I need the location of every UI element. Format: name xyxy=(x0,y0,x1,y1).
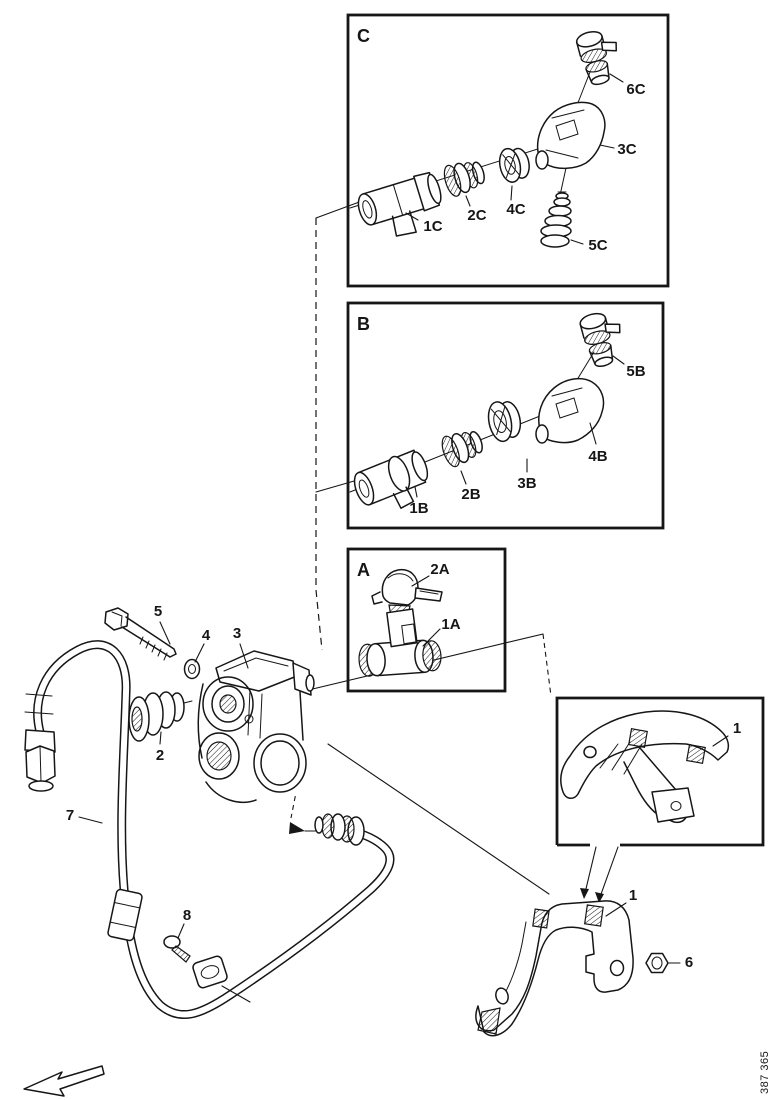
callout-2a: 2A xyxy=(430,561,450,578)
inset-box-b xyxy=(348,303,663,528)
callout-2b: 2B xyxy=(461,486,481,503)
callout-4: 4 xyxy=(201,627,211,644)
part-1-bracket xyxy=(476,901,633,1036)
callout-4b: 4B xyxy=(588,448,608,465)
callout-1-inset: 1 xyxy=(732,720,742,737)
callout-3: 3 xyxy=(232,625,242,642)
callout-6: 6 xyxy=(684,954,694,971)
part-3-valve-body xyxy=(196,651,314,808)
hose-coupling-sleeve xyxy=(107,889,142,941)
part-5b-sensor xyxy=(579,308,629,369)
part-1a-tee-fitting xyxy=(356,607,442,677)
callout-7: 7 xyxy=(65,807,75,824)
callout-2c: 2C xyxy=(467,207,487,224)
hose-clamp xyxy=(192,955,229,989)
main-valve-assembly xyxy=(105,603,314,808)
reference-lines xyxy=(289,201,551,894)
inset-box-c xyxy=(348,15,668,286)
callout-1a: 1A xyxy=(441,616,461,633)
callout-3c: 3C xyxy=(617,141,637,158)
part-5c-bellows xyxy=(541,192,571,247)
callout-3b: 3B xyxy=(517,475,537,492)
callout-2: 2 xyxy=(155,747,165,764)
box-c-letter: C xyxy=(357,26,370,46)
drawing-number: 387 365 xyxy=(759,1050,771,1094)
part-3b-nut xyxy=(485,398,524,444)
part-8-clamp-bolt xyxy=(164,936,190,962)
part-3c-housing xyxy=(536,102,605,169)
part-2c-plug xyxy=(441,156,488,198)
callout-1: 1 xyxy=(628,887,638,904)
part-2b-plug xyxy=(439,425,487,468)
callout-5b: 5B xyxy=(626,363,646,380)
callout-4c: 4C xyxy=(506,201,526,218)
callout-1c: 1C xyxy=(423,218,443,235)
inset-box-a xyxy=(348,549,505,691)
callout-1b: 1B xyxy=(409,500,429,517)
lower-bracket-assembly xyxy=(476,887,693,1036)
box-a-letter: A xyxy=(357,560,370,580)
callout-5c: 5C xyxy=(588,237,608,254)
bracket-inset-box xyxy=(557,698,763,903)
part-6c-sensor xyxy=(575,26,625,87)
callout-6c: 6C xyxy=(626,81,646,98)
callout-5: 5 xyxy=(153,603,163,620)
callout-8: 8 xyxy=(182,907,192,924)
hose-end-fitting-right xyxy=(315,814,364,845)
part-1-bracket-inset xyxy=(561,711,729,822)
travel-direction-arrow xyxy=(24,1066,104,1096)
part-4c-ring xyxy=(497,145,532,184)
part-6-nut xyxy=(646,954,668,973)
box-b-letter: B xyxy=(357,314,370,334)
